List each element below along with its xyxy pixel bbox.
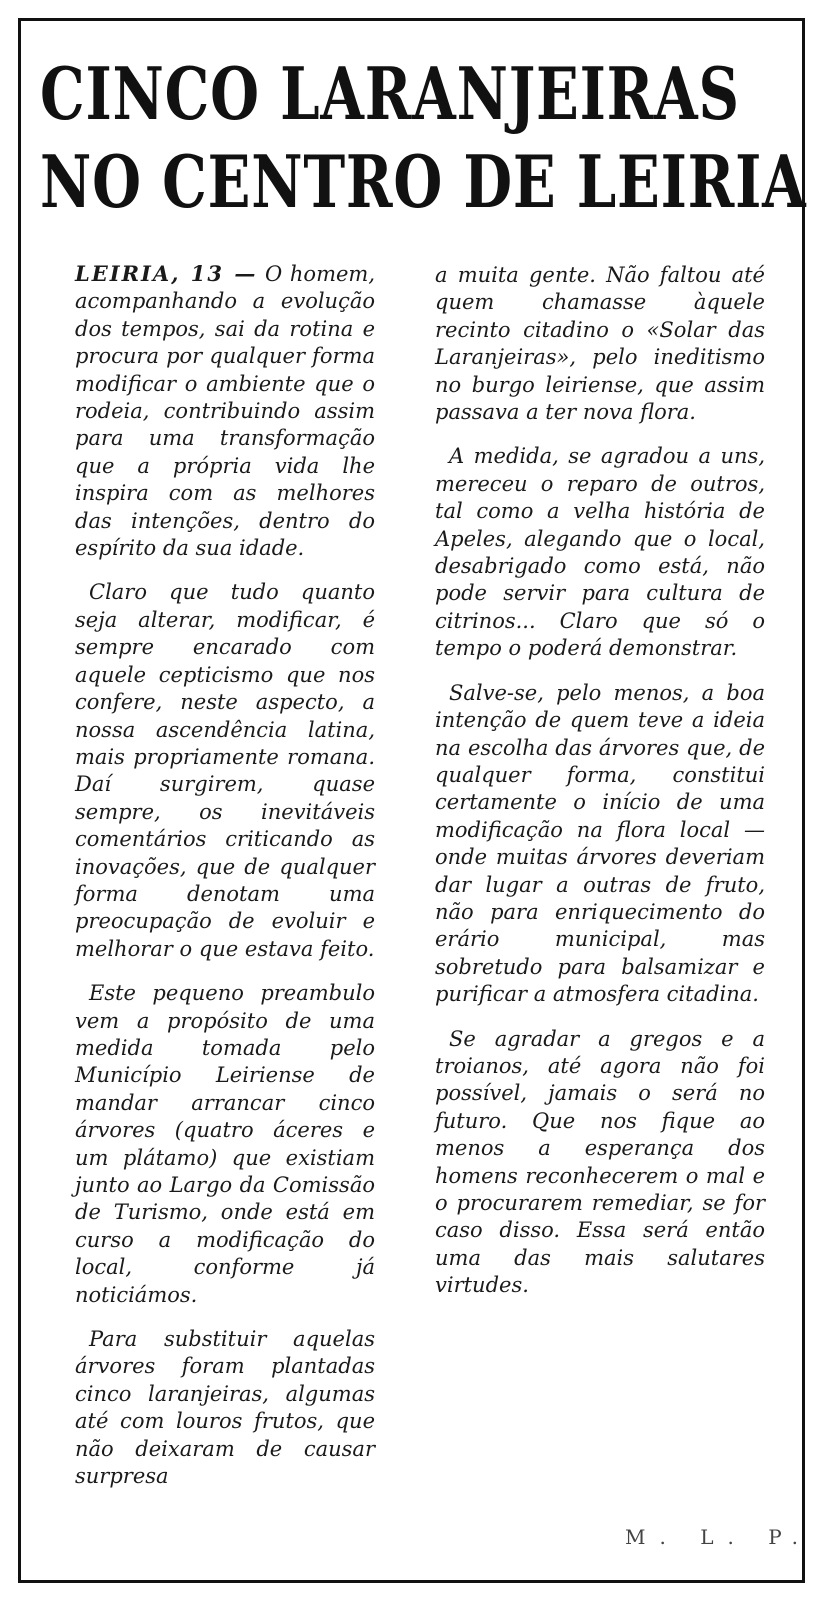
headline-line-2: NO CENTRO DE LEIRIA: [40, 139, 807, 224]
headline: [40, 50, 807, 226]
article-paragraph: a muita gente. Não faltou até quem chamasse àquele recinto citadino o «Solar das Laranjeiras», pelo ineditismo no burgo leiriense, que assim passava a ter nova flora.: [435, 263, 765, 425]
article-column-right: [435, 262, 765, 1317]
paragraph-text: O homem, acompanhando a evolução dos tempos, sai da rotina e procura por qualquer forma modificar o ambiente que o rodeia, contribuindo assim para uma transformação que a própria vida lhe inspira com as melhores das intenções, dentro do espírito da sua idade.: [75, 262, 375, 561]
dateline: LEIRIA, 13 —: [75, 261, 258, 286]
article-paragraph: Claro que tudo quanto seja alterar, modificar, é sempre encarado com aquele cepticismo que nos confere, neste aspecto, a nossa ascendência latina, mais propriamente romana. Daí surgirem, quase sempre, os inevitáveis comentários criticando as inovações, que de qualquer forma denotam uma preocupação de evoluir e melhorar o que estava feito.: [75, 580, 375, 961]
article-paragraph: Para substituir aquelas árvores foram plantadas cinco laranjeiras, algumas até com louros frutos, que não deixaram de causar surpresa: [75, 1327, 375, 1489]
article-paragraph: Se agradar a gregos e a troianos, até agora não foi possível, jamais o será no futuro. Que nos fique ao menos a esperança dos homens reconhecerem o mal e o procurarem remediar, se for caso disso. Essa será então uma das mais salutares virtudes.: [435, 1026, 765, 1298]
article-paragraph: Salve-se, pelo menos, a boa intenção de quem teve a ideia na escolha das árvores que, de qualquer forma, constitui certamente o início de uma modificação na flora local — onde muitas árvores deveriam dar lugar a outras de fruto, não para enriquecimento do erário municipal, mas sobretudo para balsamizar e purificar a atmosfera citadina.: [435, 680, 765, 1007]
article-paragraph: A medida, se agradou a uns, mereceu o reparo de outros, tal como a velha história de Apeles, alegando que o local, desabrigado como está, não pode servir para cultura de citrinos... Claro que só o tempo o poderá demonstrar.: [435, 444, 765, 661]
headline-line-1: CINCO LARANJEIRAS: [40, 51, 740, 136]
article-paragraph: [75, 260, 375, 562]
author-signature: M. L. P.: [625, 1525, 812, 1549]
article-column-left: [75, 260, 375, 1507]
article-paragraph: Este pequeno preambulo vem a propósito de uma medida tomada pelo Município Leiriense de mandar arrancar cinco árvores (quatro áceres e um plátamo) que existiam junto ao Largo da Comissão de Turismo, onde está em curso a modificação do local, conforme já noticiámos.: [75, 981, 375, 1307]
